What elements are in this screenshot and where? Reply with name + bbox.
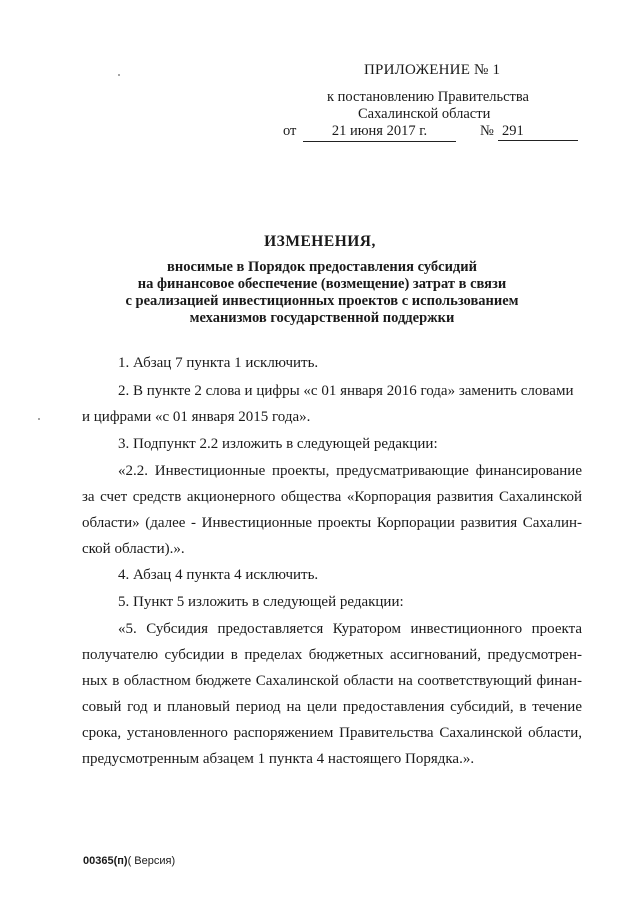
resolution-number: 291: [498, 123, 578, 141]
paragraph-4-line: «2.2. Инвестиционные проекты, предусматривающие финансирование: [118, 463, 582, 479]
paragraph-4-line: области» (далее - Инвестиционные проекты Корпорации развития Сахалин-: [82, 515, 582, 531]
paragraph-7-line: ных в областном бюджете Сахалинской области на соответствующий финан-: [82, 673, 582, 689]
resolution-date: 21 июня 2017 г.: [303, 123, 456, 142]
document-subtitle-line: механизмов государственной поддержки: [189, 310, 455, 326]
paragraph-1: 1. Абзац 7 пункта 1 исключить.: [118, 355, 319, 371]
paragraph-7-line: предусмотренным абзацем 1 пункта 4 настоящего Порядка.».: [82, 751, 475, 767]
appendix-title: ПРИЛОЖЕНИЕ № 1: [364, 62, 501, 78]
number-label: №: [480, 123, 494, 139]
document-footer: [83, 855, 175, 867]
paragraph-2-line: и цифрами «с 01 января 2015 года».: [82, 409, 311, 425]
appendix-date-row: [283, 123, 593, 143]
paragraph-5: 4. Абзац 4 пункта 4 исключить.: [118, 567, 319, 583]
footer-code: 00365(п): [83, 855, 128, 867]
paragraph-7-line: получателю субсидии в пределах бюджетных ассигнований, предусмотрен-: [82, 647, 582, 663]
footer-version: ( Версия): [127, 855, 176, 867]
paragraph-7-line: срока, установленного распоряжением Правительства Сахалинской области,: [82, 725, 582, 741]
appendix-region-line: Сахалинской области: [358, 106, 491, 122]
paragraph-4-line: ской области).».: [82, 541, 185, 557]
paragraph-2-line: 2. В пункте 2 слова и цифры «с 01 января 2016 года» заменить словами: [118, 383, 574, 399]
document-subtitle-line: с реализацией инвестиционных проектов с использованием: [125, 293, 519, 309]
paragraph-7-line: совый год и плановый период на цели предоставления субсидий, в течение: [82, 699, 582, 715]
paragraph-4-line: за счет средств акционерного общества «Корпорация развития Сахалинской: [82, 489, 582, 505]
document-title: ИЗМЕНЕНИЯ,: [264, 233, 376, 250]
document-subtitle-line: вносимые в Порядок предоставления субсидий: [167, 259, 477, 275]
paragraph-6: 5. Пункт 5 изложить в следующей редакции:: [118, 594, 404, 610]
from-label: от: [283, 123, 297, 139]
scan-speck: [118, 74, 120, 76]
scan-speck: [38, 418, 40, 420]
document-subtitle-line: на финансовое обеспечение (возмещение) затрат в связи: [137, 276, 507, 292]
paragraph-3: 3. Подпункт 2.2 изложить в следующей редакции:: [118, 436, 438, 452]
appendix-resolution-line: к постановлению Правительства: [327, 89, 529, 105]
paragraph-7-line: «5. Субсидия предоставляется Куратором инвестиционного проекта: [118, 621, 582, 637]
